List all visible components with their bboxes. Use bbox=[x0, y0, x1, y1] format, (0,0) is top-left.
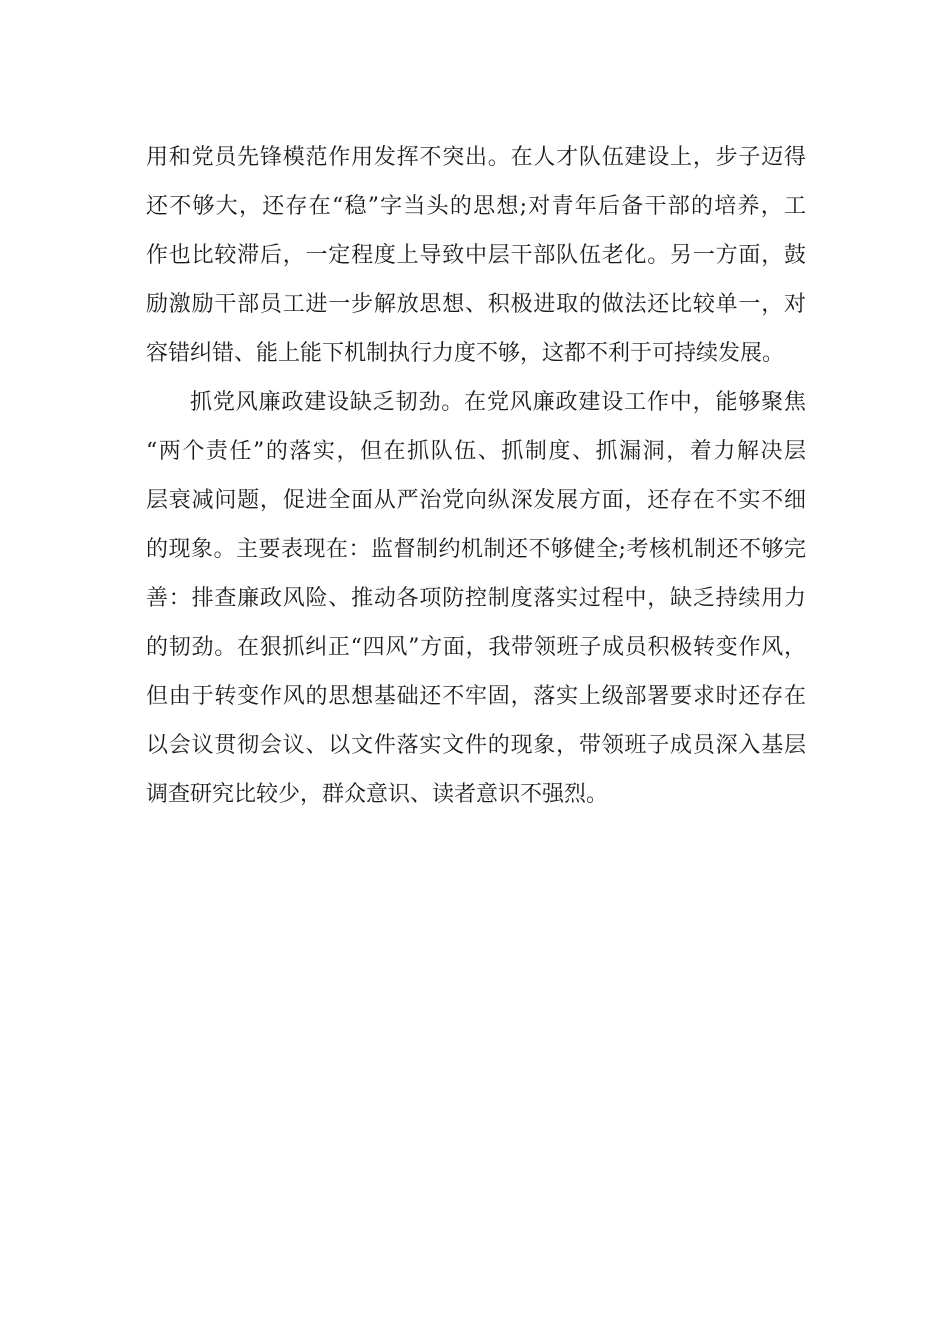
paragraph-line: 但由于转变作风的思想基础还不牢固，落实上级部署要求时还存在 bbox=[146, 684, 806, 709]
paragraph-party-conduct bbox=[146, 378, 806, 819]
paragraph-line: 善：排查廉政风险、推动各项防控制度落实过程中，缺乏持续用力 bbox=[146, 586, 806, 611]
paragraph-line: 用和党员先锋模范作用发挥不突出。在人才队伍建设上，步子迈得 bbox=[146, 145, 806, 170]
paragraph-line: 层衰减问题，促进全面从严治党向纵深发展方面，还存在不实不细 bbox=[146, 488, 806, 513]
paragraph-line: “两个责任”的落实，但在抓队伍、抓制度、抓漏洞，着力解决层 bbox=[146, 439, 806, 464]
paragraph-line: 的韧劲。在狠抓纠正“四风”方面，我带领班子成员积极转变作风， bbox=[146, 635, 806, 660]
paragraph-line: 抓党风廉政建设缺乏韧劲。在党风廉政建设工作中，能够聚焦 bbox=[190, 390, 806, 415]
paragraph-line: 调查研究比较少，群众意识、读者意识不强烈。 bbox=[146, 782, 609, 807]
paragraph-line: 以会议贯彻会议、以文件落实文件的现象，带领班子成员深入基层 bbox=[146, 733, 806, 758]
paragraph-line: 还不够大，还存在“稳”字当头的思想;对青年后备干部的培养，工 bbox=[146, 194, 806, 219]
paragraph-line: 励激励干部员工进一步解放思想、积极进取的做法还比较单一，对 bbox=[146, 292, 806, 317]
document-body bbox=[146, 133, 806, 819]
paragraph-line: 作也比较滞后，一定程度上导致中层干部队伍老化。另一方面，鼓 bbox=[146, 243, 806, 268]
paragraph-line: 的现象。主要表现在：监督制约机制还不够健全;考核机制还不够完 bbox=[146, 537, 806, 562]
paragraph-line: 容错纠错、能上能下机制执行力度不够，这都不利于可持续发展。 bbox=[146, 341, 785, 366]
paragraph-talent-building bbox=[146, 133, 806, 378]
